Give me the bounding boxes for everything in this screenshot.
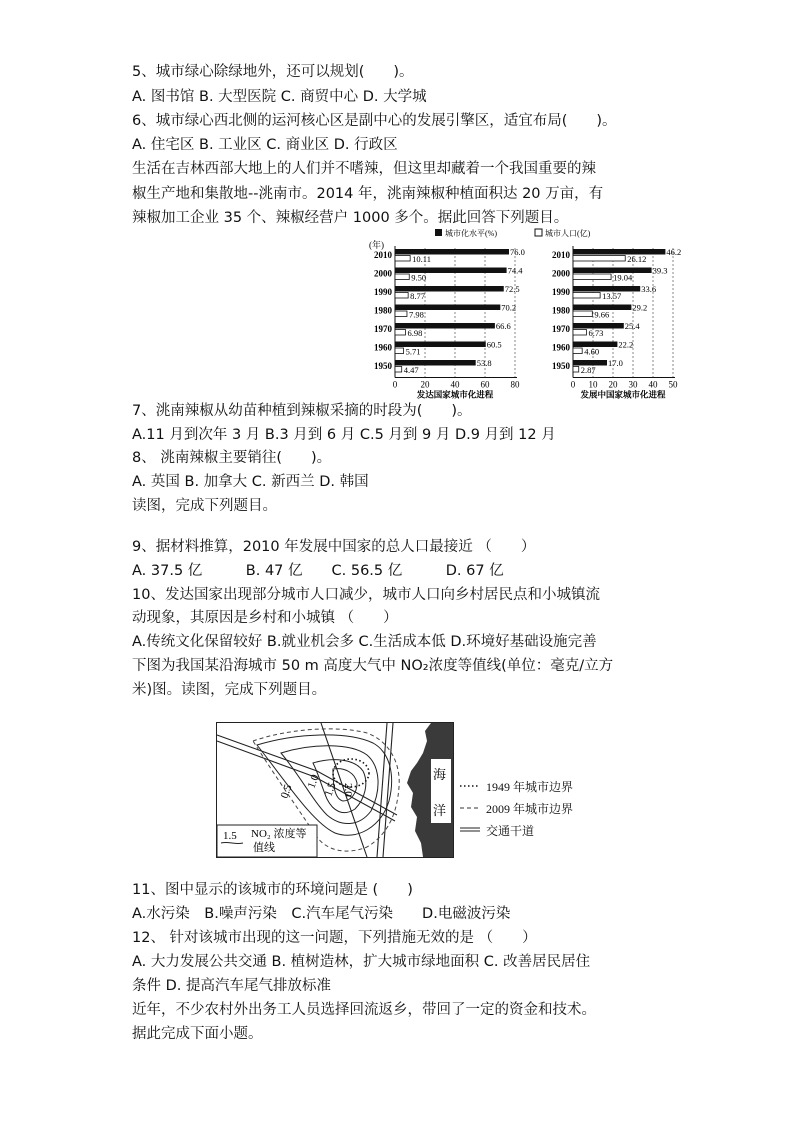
value-label-urbanization: 74.4: [507, 265, 523, 276]
x-tick-label: 60: [480, 379, 490, 390]
value-label-population: 10.11: [412, 254, 431, 264]
question-8-options: A. 英国 B. 加拿大 C. 新西兰 D. 韩国: [132, 474, 369, 490]
bar-population: [395, 311, 407, 317]
question-9: 9、据材料推算，2010 年发展中国家的总人口最接近 （ ）: [132, 539, 536, 555]
year-label: 1980: [374, 305, 392, 316]
contour-label-3: 2.0: [342, 783, 354, 797]
map-legend-symbols: [458, 780, 482, 840]
question-10: 10、发达国家出现部分城市人口减少，城市人口向乡村居民点和小城镇流: [132, 587, 600, 603]
value-label-urbanization: 66.6: [495, 321, 511, 331]
read-chart-instruction: 读图，完成下列题目。: [132, 498, 277, 514]
question-6: 6、城市绿心西北侧的运河核心区是副中心的发展引擎区，适宜布局( )。: [132, 113, 617, 129]
question-8: 8、 洮南辣椒主要销往( )。: [132, 450, 332, 466]
x-tick-label: 50: [668, 379, 678, 390]
year-label: 1990: [552, 287, 570, 297]
question-7-options: A.11 月到次年 3 月 B.3 月到 6 月 C.5 月到 9 月 D.9 月到 12 月: [132, 427, 556, 443]
x-tick-label: 10: [588, 379, 598, 390]
value-label-urbanization: 76.0: [510, 247, 525, 257]
sea-label-2: 洋: [433, 803, 447, 818]
bar-urbanization: [573, 249, 665, 255]
x-tick-label: 30: [628, 379, 638, 390]
year-label: 1990: [374, 287, 392, 297]
value-label-urbanization: 25.4: [624, 321, 640, 331]
passage-taonan-3: 辣椒加工企业 35 个、辣椒经营户 1000 多个。据此回答下列题目。: [132, 210, 569, 226]
legend-population: 城市人口(亿): [545, 229, 591, 238]
value-label-urbanization: 22.2: [618, 339, 634, 350]
value-label-population: 4.60: [584, 346, 600, 357]
contour-label-0: 0.5: [278, 783, 295, 801]
sea-label-1: 海: [433, 767, 447, 782]
year-label: 1950: [374, 361, 392, 371]
contour-label-2: 1.5: [322, 781, 339, 799]
value-label-urbanization: 60.5: [486, 339, 502, 350]
value-label-population: 13.57: [602, 291, 622, 301]
value-label-population: 6.98: [407, 328, 423, 338]
bar-population: [395, 330, 405, 336]
value-label-population: 19.04: [613, 272, 633, 283]
bar-population: [573, 330, 586, 336]
year-label: 1970: [552, 324, 570, 334]
question-5: 5、城市绿心除绿地外，还可以规划( )。: [132, 64, 414, 80]
question-12-options-1: A. 大力发展公共交通 B. 植树造林，扩大城市绿地面积 C. 改善居民居住: [132, 954, 591, 970]
year-label: 1960: [552, 342, 570, 353]
contour-label-1: 1.0: [305, 773, 322, 791]
legend-2009: 2009 年城市边界: [486, 802, 574, 816]
y-axis-label: (年): [369, 240, 384, 250]
legend-swatch-population: [535, 229, 542, 236]
year-label: 2000: [374, 268, 392, 279]
value-label-population: 2.87: [580, 365, 596, 375]
year-label: 1950: [552, 361, 570, 371]
legend-box-value: 1.5: [223, 830, 237, 842]
value-label-urbanization: 70.2: [501, 302, 517, 313]
question-10-cont: 动现象，其原因是乡村和小城镇 （ ）: [132, 610, 398, 626]
x-axis-title: 发达国家城市化进程: [416, 389, 494, 400]
passage-return-1: 近年，不少农村外出务工人员选择回流返乡，带回了一定的资金和技术。: [132, 1002, 596, 1018]
map-intro-2: 米)图。读图，完成下列题目。: [132, 682, 327, 698]
x-tick-label: 20: [420, 379, 430, 390]
value-label-urbanization: 46.2: [666, 247, 682, 257]
legend-box-sub: 值线: [253, 842, 275, 854]
year-label: 2010: [552, 250, 570, 260]
passage-return-2: 据此完成下面小题。: [132, 1026, 263, 1042]
year-label: 2000: [552, 268, 570, 279]
bar-population: [395, 274, 409, 280]
bar-population: [395, 367, 402, 373]
question-6-options: A. 住宅区 B. 工业区 C. 商业区 D. 行政区: [132, 137, 398, 153]
x-tick-label: 40: [450, 379, 460, 390]
x-axis-title: 发展中国家城市化进程: [580, 389, 666, 400]
value-label-urbanization: 53.8: [476, 358, 492, 368]
value-label-population: 4.47: [403, 365, 419, 375]
question-12-options-2: 条件 D. 提高汽车尾气排放标准: [132, 978, 331, 994]
value-label-urbanization: 72.5: [504, 284, 520, 294]
x-tick-label: 0: [570, 379, 576, 390]
question-9-options: A. 37.5 亿 B. 47 亿 C. 56.5 亿 D. 67 亿: [132, 563, 504, 579]
x-tick-label: 80: [510, 379, 520, 390]
bar-population: [573, 311, 592, 317]
contours: [257, 735, 392, 835]
bar-population: [573, 367, 579, 373]
bar-population: [395, 348, 404, 354]
urbanization-chart-developing: [549, 226, 691, 398]
value-label-urbanization: 29.2: [632, 302, 648, 313]
x-tick-label: 0: [392, 379, 398, 390]
question-10-options: A.传统文化保留较好 B.就业机会多 C.生活成本低 D.环境好基础设施完善: [132, 634, 597, 650]
value-label-urbanization: 17.0: [608, 358, 623, 368]
bar-population: [573, 274, 611, 280]
map-intro-1: 下图为我国某沿海城市 50 m 高度大气中 NO₂浓度等值线(单位：毫克/立方: [132, 658, 614, 674]
legend-urbanization: 城市化水平(%): [445, 229, 497, 238]
passage-taonan-2: 椒生产地和集散地--洮南市。2014 年，洮南辣椒种植面积达 20 万亩，有: [132, 186, 604, 202]
map-drawing: [217, 723, 453, 857]
value-label-population: 26.12: [627, 254, 647, 264]
bar-population: [573, 293, 600, 299]
legend-swatch-urbanization: [435, 229, 442, 236]
value-label-population: 8.77: [410, 291, 426, 301]
legend-road: 交通干道: [486, 824, 535, 838]
legend-box-title: NO₂ 浓度等: [251, 828, 307, 840]
bar-population: [395, 293, 408, 299]
x-tick-label: 40: [648, 379, 658, 390]
bar-population: [395, 256, 410, 262]
value-label-population: 5.71: [405, 346, 421, 357]
bar-population: [573, 348, 582, 354]
value-label-population: 9.66: [594, 309, 610, 320]
value-label-urbanization: 33.6: [641, 284, 657, 294]
x-tick-label: 20: [608, 379, 618, 390]
year-label: 1960: [374, 342, 392, 353]
year-label: 2010: [374, 250, 392, 260]
question-11-options: A.水污染 B.噪声污染 C.汽车尾气污染 D.电磁波污染: [132, 906, 511, 922]
question-5-options: A. 图书馆 B. 大型医院 C. 商贸中心 D. 大学城: [132, 89, 427, 105]
value-label-population: 6.73: [588, 328, 604, 338]
question-12: 12、 针对该城市出现的这一问题，下列措施无效的是 （ ）: [132, 930, 537, 946]
no2-contour-map: [216, 722, 454, 858]
legend-1949: 1949 年城市边界: [486, 780, 574, 794]
value-label-urbanization: 39.3: [652, 265, 668, 276]
question-7: 7、洮南辣椒从幼苗种植到辣椒采摘的时段为( )。: [132, 403, 472, 419]
year-label: 1970: [374, 324, 392, 334]
value-label-population: 9.50: [411, 272, 427, 283]
question-11: 11、图中显示的该城市的环境问题是 ( ): [132, 882, 413, 898]
bar-population: [573, 256, 625, 262]
year-label: 1980: [552, 305, 570, 316]
passage-taonan-1: 生活在吉林西部大地上的人们并不嗜辣，但这里却藏着一个我国重要的辣: [132, 161, 596, 177]
value-label-population: 7.98: [408, 309, 424, 320]
